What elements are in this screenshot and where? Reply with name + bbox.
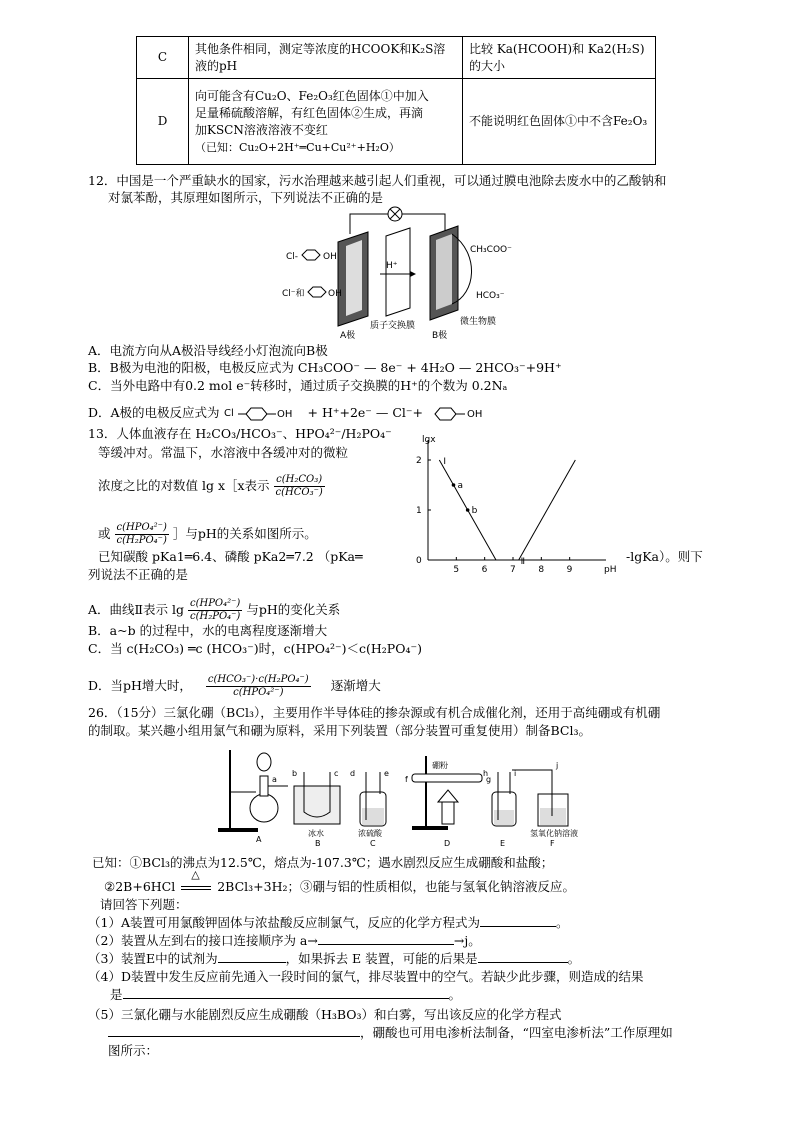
label-oh: OH xyxy=(466,408,483,420)
option-text: D．当pH增大时， xyxy=(88,678,192,693)
wire xyxy=(350,214,388,234)
lgx-ph-chart xyxy=(398,432,617,578)
option-text: 逐渐增大 xyxy=(330,678,381,693)
apparatus-d xyxy=(405,756,491,848)
q12-option-a: A．电流方向从A极沿导线经小灯泡流向B极 xyxy=(88,343,328,358)
label-f: F xyxy=(550,839,555,848)
row-label: C xyxy=(137,37,189,79)
q13-option-c: C．当 c(H₂CO₃) ═c (HCO₃⁻)时，c(HPO₄²⁻)＜c(H₂PO₄⁻) xyxy=(88,641,422,656)
label-membrane: 质子交换膜 xyxy=(370,321,416,331)
option-text: D．A极的电极反应式为 xyxy=(88,405,220,420)
experiment-table xyxy=(136,36,656,165)
q13-stem: 13．人体血液存在 H₂CO₃/HCO₃⁻、HPO₄²⁻/H₂PO₄⁻ xyxy=(88,426,392,441)
port-e: e xyxy=(384,769,389,778)
label-a: A xyxy=(256,835,262,844)
label-naoh: 氢氧化钠溶液 xyxy=(530,829,578,838)
row-content-line: 加KSCN溶液溶液不变红 xyxy=(195,122,328,137)
fraction-numerator: c(H₂CO₃) xyxy=(274,474,325,487)
phenol-icon xyxy=(427,405,493,423)
fraction-denominator: c(H₂PO₄⁻) xyxy=(189,611,241,622)
delta-icon: △ xyxy=(191,868,200,881)
label-e: E xyxy=(500,839,506,848)
port-h: h xyxy=(483,769,489,778)
answer-blank[interactable] xyxy=(218,962,286,963)
chart-axes xyxy=(416,435,616,575)
answer-blank[interactable] xyxy=(123,998,449,999)
q13-stem: 已知碳酸 pKa1═6.4、磷酸 pKa2═7.2 （pKa═ xyxy=(98,549,363,564)
port-d: d xyxy=(350,769,356,778)
q26-stem: 的制取。某兴趣小组用氯气和硼为原料，采用下列装置（部分装置可重复使用）制备BCl₃。 xyxy=(88,723,591,738)
label-oh: OH xyxy=(276,408,292,420)
q12-stem: 12．中国是一个严重缺水的国家，污水治理越来越引起人们重视，可以通过膜电池除去废水中的乙酸钠和 xyxy=(88,173,667,188)
apparatus-a xyxy=(218,750,288,844)
question-text: 是 xyxy=(110,987,123,1002)
data-point-label: a xyxy=(457,481,464,491)
q12-stem: 对氯苯酚，其原理如图所示，下列说法不正确的是 xyxy=(108,190,384,205)
data-point-a xyxy=(452,483,456,487)
label-c: C xyxy=(370,839,376,848)
label-oh: OH xyxy=(328,289,342,299)
series-label: Ⅰ xyxy=(443,457,446,467)
row-content-line: （已知：Cu₂O+2H⁺═Cu+Cu²⁺+H₂O） xyxy=(195,140,400,154)
fraction-denominator: c(HCO₃⁻) xyxy=(275,487,323,498)
q26-stem: 26．（15分）三氯化硼（BCl₃），主要用作半导体硅的掺杂源或有机合成催化剂，还用于高纯硼或有机硼 xyxy=(88,705,661,720)
port-a: a xyxy=(272,775,277,784)
port-j: j xyxy=(556,761,559,770)
q13-stem: -lgKa）。则下 xyxy=(626,549,703,564)
q13-stem xyxy=(98,474,325,499)
question-text: 。 xyxy=(555,915,569,930)
known-text: 2BCl₃+3H₂；③硼与铝的性质相似，也能与氢氧化钠溶液反应。 xyxy=(217,879,575,894)
question-text: （2）装置从左到右的接口连接顺序为 a→ xyxy=(88,933,318,948)
port-i: i xyxy=(514,769,517,778)
port-c: c xyxy=(334,769,339,778)
series-line-2 xyxy=(519,460,576,560)
benzene-ring-icon xyxy=(308,287,326,297)
port-g: g xyxy=(486,775,492,784)
known-2 xyxy=(104,868,575,895)
question-text: （1）A装置可用氯酸钾固体与浓盐酸反应制氯气，反应的化学方程式为 xyxy=(88,915,480,930)
label-d: D xyxy=(444,839,451,848)
question-text: 。 xyxy=(567,951,581,966)
x-tick-label: 9 xyxy=(566,565,573,575)
row-conclusion: 不能说明红色固体①中不含Fe₂O₃ xyxy=(463,79,656,165)
row-label: D xyxy=(137,79,189,165)
port-b: b xyxy=(292,769,298,778)
q26-part1 xyxy=(88,914,569,931)
row-conclusion: 比较 Ka(HCOOH)和 Ka2(H₂S)的大小 xyxy=(463,37,656,79)
question-text: 。 xyxy=(448,987,462,1002)
q13-option-d xyxy=(88,674,381,699)
membrane-cell-figure xyxy=(280,204,510,342)
q12-option-d xyxy=(88,404,493,423)
q26-part4: （4）D装置中发生反应前先通入一段时间的氯气，排尽装置中的空气。若缺少此步骤，则造成的结果 xyxy=(88,969,644,984)
answer-blank[interactable] xyxy=(478,962,568,963)
question-text: →j。 xyxy=(453,933,481,948)
x-tick-label: 8 xyxy=(538,565,545,575)
table-row xyxy=(137,79,656,165)
label-oh: OH xyxy=(323,252,337,262)
label-boron: 硼粉 xyxy=(432,761,448,770)
fraction-denominator: c(H₂PO₄⁻) xyxy=(116,535,167,546)
chlorophenol-icon xyxy=(224,405,304,423)
label-bicarbonate: HCO₃⁻ xyxy=(476,291,505,301)
option-text: + H⁺+2e⁻ — Cl⁻+ xyxy=(307,405,423,420)
label-electrode-a: A极 xyxy=(340,331,356,341)
q13-stem xyxy=(98,522,317,547)
q26-part5: （5）三氯化硼与水能剧烈反应生成硼酸（H₃BO₃）和白雾，写出该反应的化学方程式 xyxy=(88,1007,562,1022)
label-microbe: 微生物膜 xyxy=(460,317,497,327)
label-cl: Cl- xyxy=(286,252,299,262)
label-electrode-b: B极 xyxy=(432,331,448,341)
x-tick-label: 5 xyxy=(453,565,460,575)
known-1: 已知：①BCl₃的沸点为12.5℃，熔点为-107.3℃；遇水剧烈反应生成硼酸和盐酸； xyxy=(92,855,554,870)
label-b: B xyxy=(315,839,321,848)
q13-stem: 列说法不正确的是 xyxy=(88,567,189,582)
fraction xyxy=(274,474,325,499)
fraction xyxy=(206,674,311,699)
q13-option-a xyxy=(88,598,340,623)
y-tick-label: 0 xyxy=(416,556,422,566)
y-tick-label: 1 xyxy=(416,506,422,516)
known-text: ②2B+6HCl xyxy=(104,879,176,894)
fraction-denominator: c(HPO₄²⁻) xyxy=(233,687,284,698)
label-cl-and: Cl⁻和 xyxy=(282,289,305,299)
q26-part4 xyxy=(110,986,461,1003)
answer-blank[interactable] xyxy=(318,944,454,945)
apparatus-f xyxy=(512,761,578,848)
row-content-line: 足量稀硫酸溶解，有红色固体②生成，再滴 xyxy=(195,105,424,120)
proton-membrane xyxy=(386,228,410,316)
q12-option-b: B．B极为电池的阳极，电极反应式为 CH₃COO⁻ — 8e⁻ + 4H₂O — 2HCO₃⁻+9H⁺ xyxy=(88,360,562,375)
apparatus-figure xyxy=(212,742,584,848)
q26-part3 xyxy=(88,950,580,967)
label-acid: 浓硫酸 xyxy=(358,829,382,838)
answer-blank[interactable] xyxy=(480,926,556,927)
label-acetate: CH₃COO⁻ xyxy=(470,245,512,255)
fraction-numerator: c(HCO₃⁻)·c(H₂PO₄⁻) xyxy=(207,674,309,685)
question-text: ，硼酸也可用电渗析法制备，“四室电渗析法”工作原理如 xyxy=(360,1025,673,1040)
table-row xyxy=(137,37,656,79)
stem-text: ］与pH的关系如图所示。 xyxy=(172,526,317,541)
q26-part5 xyxy=(108,1024,673,1041)
chart-marks xyxy=(439,457,575,567)
data-point-label: b xyxy=(471,506,478,516)
row-content: 其他条件相同，测定等浓度的HCOOK和K₂S溶液的pH xyxy=(189,37,463,79)
y-tick-label: 2 xyxy=(416,456,422,466)
benzene-ring-icon xyxy=(302,250,320,260)
apparatus-c xyxy=(350,769,389,848)
reaction-arrow xyxy=(179,868,213,895)
x-tick-label: 6 xyxy=(481,565,488,575)
option-text: A．曲线Ⅱ表示 lg xyxy=(88,602,184,617)
fraction xyxy=(188,598,242,623)
fraction-numerator: c(HPO₄²⁻) xyxy=(189,598,241,609)
label-ice: 冰水 xyxy=(308,829,324,838)
stem-text: 或 xyxy=(98,526,111,541)
q26-part2 xyxy=(88,932,481,949)
q12-option-c: C．当外电路中有0.2 mol e⁻转移时，通过质子交换膜的H⁺的个数为 0.2Nₐ xyxy=(88,378,508,393)
port-f: f xyxy=(405,775,408,784)
question-text: ，如果拆去 E 装置，可能的后果是 xyxy=(285,951,478,966)
apparatus-b xyxy=(292,769,340,848)
x-tick-label: 7 xyxy=(510,565,516,575)
q13-option-b: B．a~b 的过程中，水的电离程度逐渐增大 xyxy=(88,623,328,638)
answer-blank[interactable] xyxy=(108,1036,360,1037)
series-label: Ⅱ xyxy=(520,557,526,567)
row-content-line: 向可能含有Cu₂O、Fe₂O₃红色固体①中加入 xyxy=(195,88,429,103)
stem-text: 浓度之比的对数值 lg x［x表示 xyxy=(98,478,270,493)
label-h: H⁺ xyxy=(386,261,398,271)
q13-stem: 等缓冲对。常温下，水溶液中各缓冲对的微粒 xyxy=(98,445,349,460)
y-axis-label: lgx xyxy=(422,435,436,445)
data-point-b xyxy=(466,508,470,512)
row-content xyxy=(189,79,463,165)
answer-prompt: 请回答下列题： xyxy=(100,897,188,912)
q26-part5: 图所示： xyxy=(108,1043,159,1058)
option-text: 与pH的变化关系 xyxy=(246,602,341,617)
question-text: （3）装置E中的试剂为 xyxy=(88,951,218,966)
fraction xyxy=(115,522,169,547)
label-cl: Cl xyxy=(223,407,234,419)
fraction-numerator: c(HPO₄²⁻) xyxy=(116,522,167,533)
x-axis-label: pH xyxy=(604,565,617,575)
